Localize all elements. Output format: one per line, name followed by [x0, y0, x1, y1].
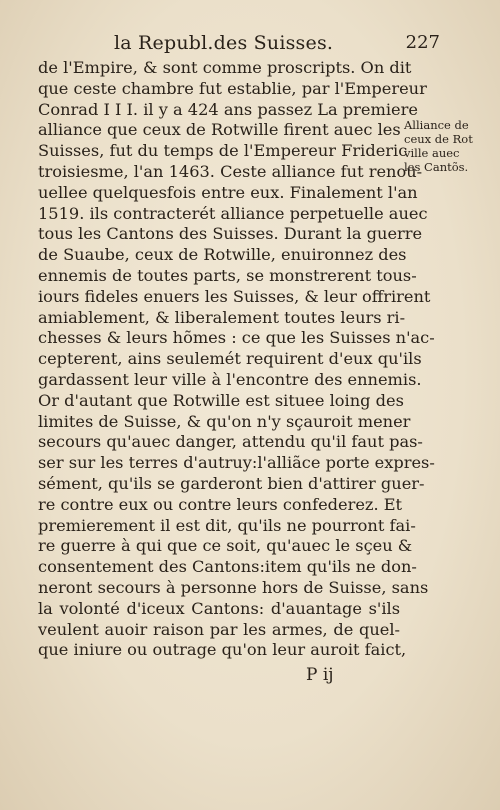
text-line: ser sur les terres d'autruy:l'alliãce porte expres- — [38, 453, 435, 473]
text-line: neront secours à personne hors de Suisse, sans — [38, 577, 429, 597]
text-line: chesses & leurs hõmes : ce que les Suisses n'ac- — [38, 328, 435, 348]
text-line: troisiesme, l'an 1463. Ceste alliance fut renou- — [38, 161, 423, 181]
text-line: de l'Empire, & sont comme proscripts. On dit — [38, 58, 412, 77]
text-line: re guerre à qui que ce soit, qu'auec le sçeu & — [38, 536, 413, 556]
margin-note — [404, 118, 494, 174]
text-line: consentement des Cantons:item qu'ils ne don- — [38, 557, 417, 577]
page-header — [40, 30, 440, 58]
text-line: tous les Cantons des Suisses. Durant la guerre — [38, 224, 423, 244]
text-line: cepterent, ains seulemét requirent d'eux qu'ils — [38, 349, 422, 369]
text-line: secours qu'auec danger, attendu qu'il faut pas- — [38, 432, 423, 452]
margin-note-line: ville auec — [404, 146, 460, 160]
text-line: premierement il est dit, qu'ils ne pourront fai- — [38, 515, 416, 535]
text-line: que ceste chambre fut establie, par l'Empereur — [38, 78, 427, 98]
margin-note-line: les Cantõs. — [404, 160, 469, 174]
text-line: Suisses, fut du temps de l'Empereur Frideric — [38, 141, 408, 161]
signature-mark: P ij — [306, 665, 334, 685]
margin-note-line: Alliance de — [404, 118, 469, 132]
text-line: que iniure ou outrage qu'on leur auroit faict, — [38, 640, 407, 660]
page-number: 227 — [405, 32, 440, 53]
text-line: 1519. ils contracterét alliance perpetuelle auec — [38, 203, 428, 223]
text-line: Or d'autant que Rotwille est situee loing des — [38, 390, 404, 410]
running-title: la Republ.des Suisses. — [114, 32, 334, 54]
text-line: uellee quelquesfois entre eux. Finalement l'an — [38, 182, 418, 202]
text-line: limites de Suisse, & qu'on n'y sçauroit mener — [38, 411, 411, 431]
text-line: la volonté d'iceux Cantons: d'auantage s'ils — [38, 598, 400, 618]
text-line: iours fideles enuers les Suisses, & leur offrirent — [38, 286, 431, 306]
text-line: veulent auoir raison par les armes, de quel- — [38, 619, 400, 639]
text-line: ennemis de toutes parts, se monstrerent tous- — [38, 265, 417, 285]
text-line: re contre eux ou contre leurs confederez. Et — [38, 494, 403, 514]
text-line: de Suaube, ceux de Rotwille, enuironnez des — [38, 245, 407, 265]
text-line: amiablement, & liberalement toutes leurs ri- — [38, 307, 406, 327]
text-line: gardassent leur ville à l'encontre des ennemis. — [38, 369, 422, 389]
text-line: sément, qu'ils se garderont bien d'attirer guer- — [38, 473, 425, 493]
text-line: Conrad I I I. il y a 424 ans passez La premiere — [38, 99, 418, 119]
text-line: alliance que ceux de Rotwille firent auec les — [38, 120, 401, 140]
margin-note-line: ceux de Rot — [404, 132, 473, 146]
